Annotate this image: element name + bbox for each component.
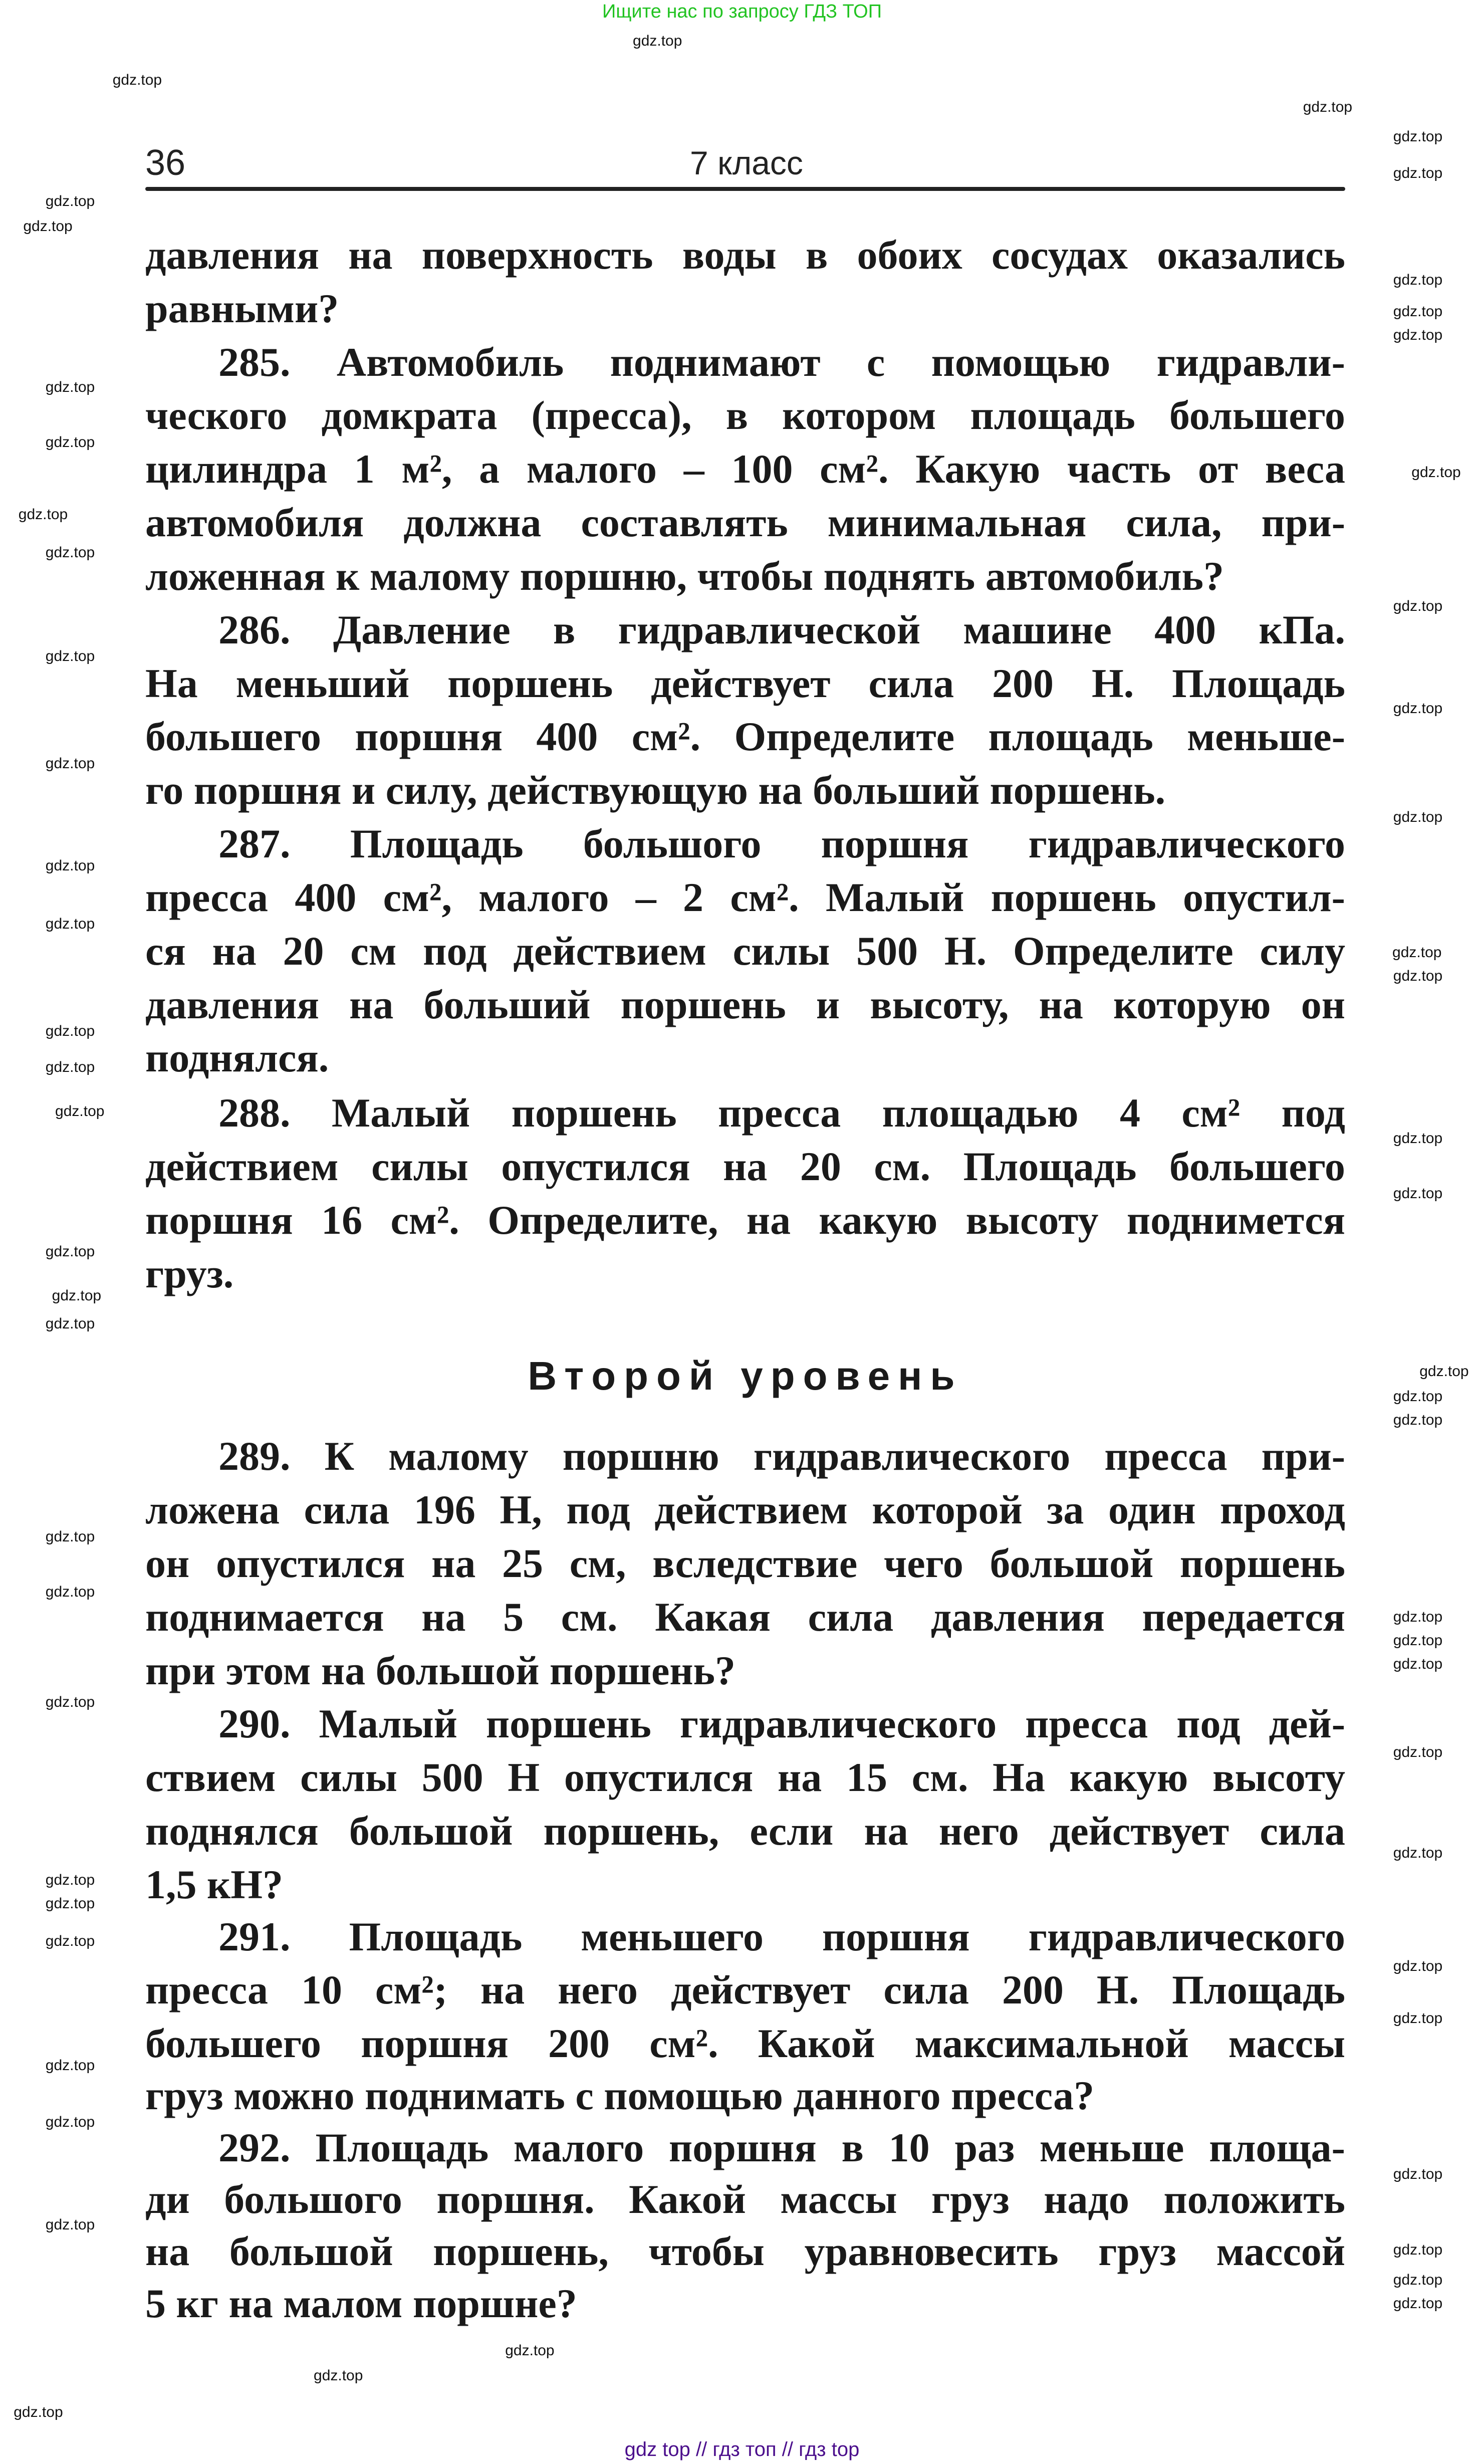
watermark-text: gdz.top: [1393, 1958, 1443, 1975]
watermark-text: gdz.top: [1393, 1388, 1443, 1405]
watermark-text: gdz.top: [1393, 597, 1443, 614]
text-line: ложена сила 196 Н, под действием которой за один проход: [145, 1487, 1345, 1532]
watermark-text: gdz.top: [14, 2403, 63, 2420]
watermark-text: gdz.top: [45, 2057, 95, 2074]
watermark-text: gdz.top: [1393, 2010, 1443, 2027]
watermark-text: gdz.top: [18, 506, 68, 523]
watermark-text: gdz.top: [45, 1693, 95, 1710]
watermark-text: gdz.top: [45, 1895, 95, 1912]
watermark-text: gdz.top: [1393, 968, 1443, 985]
text-line: 1,5 кН?: [145, 1862, 284, 1907]
text-line: действием силы опустился на 20 см. Площадь большего: [145, 1144, 1345, 1189]
watermark-text: gdz.top: [1393, 1744, 1443, 1761]
watermark-text: gdz.top: [45, 1023, 95, 1039]
problem-number: 285.: [218, 339, 291, 385]
text-line: поршня 16 см². Определите, на какую высоту поднимется: [145, 1197, 1345, 1243]
watermark-text: gdz.top: [314, 2367, 363, 2384]
problem-285-first-line: [218, 337, 1345, 387]
problem-text: Автомобиль поднимают с помощью гидравли-: [336, 339, 1345, 385]
problem-292-first-line: [218, 2123, 1345, 2173]
text-line: большего поршня 200 см². Какой максимальной массы: [145, 2021, 1345, 2066]
text-line: груз можно поднимать с помощью данного пресса?: [145, 2073, 1095, 2118]
problem-number: 292.: [218, 2125, 291, 2170]
problem-text: Площадь малого поршня в 10 раз меньше площа-: [315, 2125, 1345, 2170]
watermark-text: gdz.top: [1393, 164, 1443, 181]
watermark-text: gdz.top: [1393, 2295, 1443, 2312]
watermark-text: gdz.top: [112, 72, 162, 89]
watermark-text: gdz.top: [1393, 272, 1443, 289]
watermark-text: gdz.top: [1393, 327, 1443, 344]
watermark-text: gdz.top: [45, 916, 95, 933]
running-head: 7 класс: [690, 144, 803, 181]
watermark-text: gdz.top: [45, 857, 95, 874]
watermark-text: gdz.top: [1393, 1412, 1443, 1429]
watermark-text: gdz.top: [1393, 808, 1443, 825]
watermark-text: gdz.top: [55, 1103, 105, 1120]
watermark-text: gdz.top: [1419, 1363, 1469, 1380]
problem-286-first-line: [218, 605, 1345, 655]
watermark-text: gdz.top: [633, 32, 682, 49]
watermark-text: gdz.top: [1392, 944, 1442, 961]
text-line: го поршня и силу, действующую на больший поршень.: [145, 767, 1166, 813]
problem-289-first-line: [218, 1431, 1345, 1481]
watermark-text: gdz.top: [1393, 1130, 1443, 1147]
watermark-text: gdz.top: [1393, 2166, 1443, 2183]
watermark-text: gdz.top: [45, 1933, 95, 1950]
problem-number: 290.: [218, 1701, 291, 1746]
text-line: давления на больший поршень и высоту, на которую он: [145, 982, 1345, 1027]
watermark-text: gdz.top: [1393, 1632, 1443, 1649]
problem-288-first-line: [218, 1088, 1345, 1138]
watermark-text: gdz.top: [45, 378, 95, 395]
watermark-text: gdz.top: [45, 1315, 95, 1332]
text-line: ческого домкрата (пресса), в котором площадь большего: [145, 392, 1345, 438]
watermark-text: gdz.top: [1393, 128, 1443, 145]
problem-number: 289.: [218, 1433, 291, 1479]
watermark-text: gdz.top: [45, 648, 95, 665]
text-line: поднялся.: [145, 1035, 329, 1080]
header-rule: [145, 187, 1345, 191]
text-line: поднимается на 5 см. Какая сила давления передается: [145, 1594, 1345, 1640]
watermark-text: gdz.top: [45, 1871, 95, 1888]
text-line: при этом на большой поршень?: [145, 1648, 736, 1693]
text-line: пресса 400 см², малого – 2 см². Малый поршень опустил-: [145, 874, 1345, 920]
watermark-text: gdz.top: [1393, 1185, 1443, 1202]
text-line: На меньший поршень действует сила 200 Н. Площадь: [145, 660, 1345, 706]
problem-number: 291.: [218, 1914, 291, 1959]
watermark-text: gdz.top: [45, 1059, 95, 1076]
search-banner[interactable]: Ищите нас по запросу ГДЗ ТОП: [602, 1, 882, 22]
watermark-text: gdz.top: [23, 218, 73, 235]
watermark-text: gdz.top: [45, 1528, 95, 1545]
problem-287-first-line: [218, 819, 1345, 869]
text-line: автомобиля должна составлять минимальная сила, при-: [145, 500, 1345, 545]
watermark-text: gdz.top: [45, 755, 95, 772]
footer-links[interactable]: gdz top // гдз топ // гдз top: [624, 2438, 860, 2460]
problem-number: 288.: [218, 1090, 291, 1136]
text-line: ложенная к малому поршню, чтобы поднять автомобиль?: [145, 553, 1224, 599]
problem-number: 287.: [218, 821, 291, 866]
watermark-text: gdz.top: [1393, 2241, 1443, 2258]
watermark-text: gdz.top: [45, 433, 95, 451]
section-heading: Второй уровень: [528, 1354, 963, 1398]
problem-text: Малый поршень пресса площадью 4 см² под: [331, 1090, 1345, 1136]
problem-text: Малый поршень гидравлического пресса под дей-: [319, 1701, 1345, 1746]
watermark-text: gdz.top: [52, 1287, 102, 1304]
text-line: он опустился на 25 см, вследствие чего большой поршень: [145, 1540, 1345, 1586]
watermark-text: gdz.top: [1393, 700, 1443, 717]
watermark-text: gdz.top: [1393, 1656, 1443, 1673]
text-line: поднялся большой поршень, если на него действует сила: [145, 1808, 1345, 1854]
text-line: пресса 10 см²; на него действует сила 200 Н. Площадь: [145, 1967, 1345, 2012]
problem-291-first-line: [218, 1912, 1345, 1962]
text-line: 5 кг на малом поршне?: [145, 2281, 577, 2326]
watermark-text: gdz.top: [45, 193, 95, 210]
text-line: на большой поршень, чтобы уравновесить груз массой: [145, 2228, 1345, 2274]
watermark-text: gdz.top: [1393, 303, 1443, 320]
text-line: ствием силы 500 Н опустился на 15 см. На какую высоту: [145, 1754, 1345, 1800]
watermark-text: gdz.top: [45, 1243, 95, 1260]
text-line: большего поршня 400 см². Определите площадь меньше-: [145, 714, 1345, 759]
page-number: 36: [145, 143, 186, 183]
watermark-text: gdz.top: [505, 2342, 555, 2359]
watermark-text: gdz.top: [1393, 1845, 1443, 1862]
watermark-text: gdz.top: [45, 2114, 95, 2131]
problem-number: 286.: [218, 607, 291, 652]
watermark-text: gdz.top: [1393, 1608, 1443, 1625]
watermark-text: gdz.top: [45, 1583, 95, 1600]
watermark-text: gdz.top: [1393, 2271, 1443, 2288]
problem-text: Площадь меньшего поршня гидравлического: [349, 1914, 1346, 1959]
text-line: ся на 20 см под действием силы 500 Н. Определите силу: [145, 928, 1345, 974]
text-line: груз.: [145, 1251, 234, 1296]
watermark-text: gdz.top: [45, 2216, 95, 2233]
text-line: ди большого поршня. Какой массы груз надо положить: [145, 2176, 1345, 2222]
problem-text: Площадь большого поршня гидравлического: [350, 821, 1346, 866]
watermark-text: gdz.top: [45, 544, 95, 561]
watermark-text: gdz.top: [1411, 464, 1461, 481]
watermark-text: gdz.top: [1303, 98, 1353, 115]
text-line: давления на поверхность воды в обоих сосудах оказались: [145, 232, 1345, 278]
problem-290-first-line: [218, 1699, 1345, 1749]
problem-text: К малому поршню гидравлического пресса при-: [324, 1433, 1346, 1479]
problem-text: Давление в гидравлической машине 400 кПа.: [333, 607, 1345, 652]
text-line: цилиндра 1 м², а малого – 100 см². Какую часть от веса: [145, 446, 1345, 492]
text-line: равными?: [145, 286, 339, 331]
